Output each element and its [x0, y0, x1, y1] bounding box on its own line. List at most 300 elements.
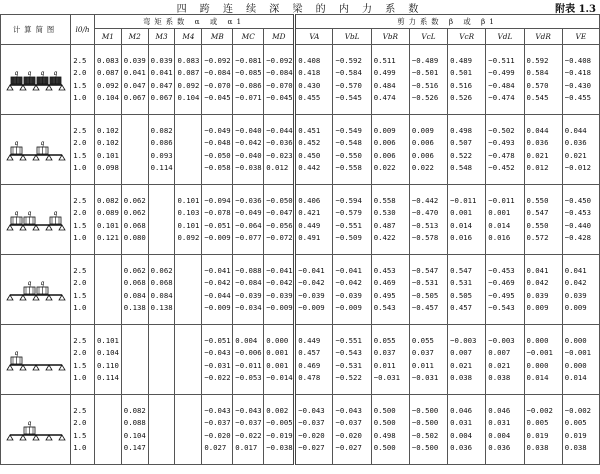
moment-value	[177, 125, 201, 138]
moment-coef-cell	[148, 395, 175, 465]
beam-diagram-svg	[6, 203, 66, 237]
moment-value: −0.039	[266, 290, 293, 300]
shear-value: −0.493	[488, 138, 515, 147]
calc-diagram-cell	[1, 395, 71, 465]
moment-value	[151, 195, 175, 208]
shear-value: 0.016	[488, 233, 511, 242]
moment-value	[124, 360, 148, 373]
shear-value: 0.449	[298, 335, 321, 345]
moment-value: 0.082	[96, 195, 119, 205]
shear-value: 0.006	[373, 138, 396, 147]
shear-value: 0.498	[373, 430, 396, 440]
shear-coef-cell	[295, 45, 333, 115]
moment-value	[97, 265, 121, 278]
shear-coef-cell	[448, 115, 486, 185]
moment-value	[97, 430, 121, 443]
table-row	[1, 45, 600, 115]
shear-value: 0.531	[450, 278, 473, 287]
ratio-value: 1.5	[73, 80, 87, 90]
shear-value: −0.009	[335, 303, 362, 312]
moment-value: −0.058	[204, 163, 231, 172]
shear-value: −0.513	[411, 220, 439, 230]
moment-value: 0.098	[96, 163, 119, 172]
moment-coef-cell	[148, 325, 175, 395]
shear-value: −0.500	[411, 405, 439, 415]
table-label: 附表 1.3	[555, 4, 596, 15]
shear-coef-cell	[409, 115, 447, 185]
shear-value: 0.022	[411, 163, 434, 172]
moment-value: 0.089	[96, 208, 119, 217]
ratio-value: 1.5	[73, 220, 87, 230]
moment-value	[151, 232, 175, 245]
shear-value: 0.501	[450, 68, 473, 77]
shear-value: −0.043	[298, 405, 325, 415]
moment-value: −0.031	[204, 360, 231, 370]
load-q-label: q	[27, 419, 31, 427]
moment-value: 0.083	[96, 55, 119, 65]
moment-value: −0.009	[204, 303, 231, 312]
shear-value: −0.418	[564, 68, 592, 77]
shear-value: −0.011	[488, 195, 515, 205]
shear-value: 0.011	[411, 360, 434, 370]
moment-col-header: M3	[148, 29, 175, 45]
moment-value: 0.093	[150, 150, 173, 160]
moment-value: 0.104	[96, 93, 119, 102]
shear-value: −0.043	[335, 405, 362, 415]
beam-diagram-svg	[6, 413, 66, 447]
shear-group-header: 剪力系数 β 或 β1	[295, 15, 600, 29]
moment-coef-cell	[94, 185, 121, 255]
moment-value: −0.044	[204, 290, 231, 300]
ratio-value: 1.0	[73, 373, 87, 382]
shear-value: −0.500	[411, 443, 439, 452]
shear-value: −0.522	[335, 373, 362, 382]
moment-value: −0.070	[204, 80, 231, 90]
moment-coef-cell	[264, 395, 295, 465]
shear-value: −0.489	[411, 55, 439, 65]
moment-value: −0.038	[235, 163, 262, 172]
shear-coef-cell	[524, 45, 562, 115]
moment-coef-cell	[202, 325, 233, 395]
shear-value: −0.578	[411, 233, 439, 242]
shear-value: 0.021	[564, 150, 587, 160]
shear-coef-cell	[333, 185, 371, 255]
shear-value: −0.499	[488, 68, 515, 77]
beam-diagram-svg	[6, 63, 66, 97]
shear-value: 0.547	[450, 265, 473, 275]
ratio-value: 1.0	[73, 233, 87, 242]
shear-value: 0.455	[298, 93, 321, 102]
load-q-label: q	[40, 69, 44, 77]
moment-value: −0.006	[235, 348, 262, 357]
shear-coef-cell	[371, 45, 409, 115]
shear-value: −0.457	[411, 303, 439, 312]
shear-value: −0.009	[298, 303, 325, 312]
shear-coef-cell	[448, 255, 486, 325]
ratio-cell	[71, 325, 95, 395]
shear-value: 0.021	[488, 360, 511, 370]
moment-value: 0.092	[177, 233, 200, 242]
moment-value: −0.009	[266, 303, 293, 312]
shear-value: 0.014	[526, 373, 549, 382]
shear-value: 0.014	[450, 220, 473, 230]
shear-col-header: VA	[295, 29, 333, 45]
moment-value	[177, 360, 201, 373]
moment-value: 0.004	[235, 335, 258, 345]
shear-value: 0.451	[298, 125, 321, 135]
ratio-value: 1.5	[73, 360, 87, 370]
moment-coef-cell	[264, 45, 295, 115]
moment-coef-cell	[121, 395, 148, 465]
table-row	[1, 115, 600, 185]
moment-coef-cell	[233, 185, 264, 255]
table-row	[1, 395, 600, 465]
shear-value: 0.500	[373, 443, 396, 452]
shear-value: −0.495	[488, 290, 515, 300]
moment-value: 0.039	[123, 55, 146, 65]
shear-value: −0.584	[335, 68, 362, 77]
moment-coef-cell	[148, 115, 175, 185]
moment-value: −0.045	[266, 93, 293, 102]
shear-coef-cell	[448, 185, 486, 255]
moment-value: −0.042	[235, 138, 262, 147]
shear-value: −0.478	[488, 150, 515, 160]
moment-coef-cell	[175, 185, 202, 255]
ratio-value: 1.0	[73, 163, 87, 172]
beam-spans-1-2-4-load-diagram	[1, 203, 70, 237]
shear-coef-cell	[486, 325, 524, 395]
shear-value: 0.000	[526, 360, 549, 370]
moment-value: −0.084	[235, 278, 262, 287]
moment-value: 0.110	[96, 360, 119, 370]
shear-value: 0.498	[450, 125, 473, 135]
moment-value: 0.041	[150, 68, 173, 77]
moment-coef-cell	[148, 185, 175, 255]
shear-value: −0.020	[335, 430, 362, 440]
moment-coef-cell	[94, 325, 121, 395]
table-row	[1, 255, 600, 325]
shear-value: −0.516	[411, 80, 439, 90]
shear-coef-cell	[562, 115, 599, 185]
moment-value: −0.092	[266, 55, 293, 65]
moment-value: 0.062	[123, 208, 146, 217]
moment-value	[97, 405, 121, 418]
shear-value: 0.489	[450, 55, 473, 65]
beam-diagram-svg	[6, 273, 66, 307]
ratio-value: 2.0	[73, 68, 87, 77]
moment-value: −0.019	[266, 430, 293, 440]
moment-value: 0.104	[96, 348, 119, 357]
shear-value: 0.469	[373, 278, 396, 287]
shear-coef-cell	[409, 45, 447, 115]
moment-value	[124, 137, 148, 150]
moment-value: 0.088	[123, 418, 146, 427]
shear-value: −0.440	[564, 220, 592, 230]
moment-value	[177, 137, 201, 150]
shear-col-header: VbL	[333, 29, 371, 45]
moment-value: 0.092	[177, 80, 200, 90]
moment-coef-cell	[121, 325, 148, 395]
moment-value: 0.101	[96, 150, 119, 160]
shear-value: 0.421	[298, 208, 321, 217]
shear-value: 0.592	[526, 55, 549, 65]
shear-coef-cell	[409, 185, 447, 255]
moment-coef-cell	[94, 115, 121, 185]
shear-coef-cell	[295, 185, 333, 255]
moment-value: 0.001	[266, 360, 289, 370]
moment-value: −0.056	[266, 220, 293, 230]
moment-group-header: 弯矩系数 α 或 α1	[94, 15, 294, 29]
shear-value: 0.450	[298, 150, 321, 160]
moment-coef-cell	[175, 325, 202, 395]
shear-coef-cell	[562, 255, 599, 325]
shear-value: 0.000	[526, 335, 549, 345]
shear-value: 0.036	[526, 138, 549, 147]
shear-value: 0.572	[526, 233, 549, 242]
shear-value: 0.406	[298, 195, 321, 205]
ratio-value: 2.0	[73, 138, 87, 147]
shear-value: 0.039	[564, 290, 587, 300]
moment-value: −0.071	[235, 93, 262, 102]
shear-coef-cell	[295, 255, 333, 325]
shear-value: −0.550	[335, 150, 362, 160]
moment-value: −0.064	[235, 220, 262, 230]
moment-value: 0.092	[96, 80, 119, 90]
beam-diagram-svg	[6, 343, 66, 377]
shear-value: 0.543	[373, 303, 396, 312]
shear-value: 0.474	[373, 93, 396, 102]
moment-value: −0.011	[235, 360, 262, 370]
moment-value: 0.068	[123, 278, 146, 287]
shear-value: 0.055	[411, 335, 434, 345]
shear-value: 0.038	[488, 373, 511, 382]
moment-value: −0.045	[204, 93, 231, 102]
moment-value	[151, 220, 175, 233]
moment-coef-cell	[264, 185, 295, 255]
shear-value: 0.469	[298, 360, 321, 370]
moment-value: −0.040	[235, 125, 262, 135]
shear-value: −0.474	[488, 93, 515, 102]
shear-coef-cell	[486, 45, 524, 115]
shear-value: 0.499	[373, 68, 396, 77]
ratio-value: 1.5	[73, 430, 87, 440]
shear-value: −0.042	[298, 278, 325, 287]
shear-value: 0.547	[526, 208, 549, 217]
moment-value: 0.086	[150, 138, 173, 147]
moment-value: −0.050	[204, 150, 231, 160]
shear-value: −0.551	[335, 335, 362, 345]
shear-value: −0.003	[450, 335, 477, 345]
shear-value: 0.511	[373, 55, 396, 65]
moment-value: −0.043	[204, 348, 231, 357]
shear-coef-cell	[524, 325, 562, 395]
ratio-value: 1.0	[73, 443, 87, 452]
load-q-label: q	[53, 209, 57, 217]
moment-value: 0.101	[96, 220, 119, 230]
moment-value	[177, 372, 201, 385]
shear-value: −0.469	[488, 278, 515, 287]
shear-coef-cell	[371, 325, 409, 395]
shear-value: −0.039	[335, 290, 362, 300]
shear-coef-cell	[448, 395, 486, 465]
beam-spans-2-3-load-diagram	[1, 273, 70, 307]
moment-value: 0.062	[123, 265, 146, 275]
shear-coef-cell	[333, 395, 371, 465]
shear-coef-cell	[562, 325, 599, 395]
moment-value	[124, 125, 148, 138]
shear-coef-cell	[409, 395, 447, 465]
shear-value: −0.453	[488, 265, 515, 275]
moment-coef-cell	[148, 45, 175, 115]
shear-coef-cell	[371, 185, 409, 255]
shear-value: −0.012	[564, 163, 592, 172]
shear-value: 0.550	[526, 195, 549, 205]
shear-value: −0.551	[335, 220, 362, 230]
moment-coef-cell	[121, 115, 148, 185]
shear-value: 0.001	[488, 208, 511, 217]
shear-coef-cell	[448, 325, 486, 395]
moment-value: −0.037	[235, 418, 262, 427]
shear-coef-cell	[295, 325, 333, 395]
moment-coef-cell	[202, 115, 233, 185]
shear-value: 0.006	[373, 150, 396, 160]
shear-coef-cell	[448, 45, 486, 115]
shear-value: 0.422	[373, 233, 396, 242]
shear-col-header: VcL	[409, 29, 447, 45]
shear-value: −0.031	[373, 373, 401, 382]
moment-value	[124, 162, 148, 175]
shear-value: 0.046	[450, 405, 473, 415]
shear-value: −0.001	[526, 348, 553, 357]
shear-value: 0.004	[450, 430, 473, 440]
calc-diagram-header: 计算简图	[1, 15, 71, 45]
shear-value: 0.430	[298, 80, 321, 90]
moment-value: −0.036	[235, 195, 262, 205]
moment-value	[97, 442, 121, 455]
shear-value: −0.558	[335, 163, 362, 172]
moment-value: 0.041	[123, 68, 146, 77]
shear-value: −0.041	[298, 265, 325, 275]
shear-coef-cell	[562, 395, 599, 465]
ratio-value: 2.5	[73, 405, 87, 415]
moment-value	[151, 405, 175, 418]
moment-value	[124, 150, 148, 163]
moment-value	[177, 150, 201, 163]
moment-value	[97, 290, 121, 303]
shear-value: −0.470	[411, 208, 439, 217]
shear-coef-cell	[524, 255, 562, 325]
shear-value: −0.037	[335, 418, 362, 427]
shear-coef-cell	[295, 395, 333, 465]
shear-value: 0.526	[450, 93, 473, 102]
shear-value: 0.046	[488, 405, 511, 415]
shear-value: −0.020	[298, 430, 325, 440]
shear-value: 0.530	[373, 208, 396, 217]
moment-col-header: M4	[175, 29, 202, 45]
ratio-value: 2.5	[73, 265, 87, 275]
moment-value: 0.087	[96, 68, 119, 77]
moment-value: −0.085	[235, 68, 262, 77]
beam-diagram-svg	[6, 133, 66, 167]
shear-value: −0.042	[335, 278, 362, 287]
moment-value: 0.068	[123, 220, 146, 230]
ratio-value: 2.0	[73, 348, 87, 357]
moment-coef-cell	[121, 255, 148, 325]
ratio-value: 2.5	[73, 195, 87, 205]
shear-value: 0.042	[526, 278, 549, 287]
moment-value: −0.049	[204, 125, 231, 135]
moment-value: −0.084	[204, 68, 231, 77]
moment-value	[124, 335, 148, 348]
moment-value: 0.087	[177, 68, 200, 77]
shear-value: −0.543	[488, 303, 515, 312]
shear-value: 0.457	[450, 303, 473, 312]
shear-value: −0.484	[488, 80, 515, 90]
moment-value: −0.044	[266, 125, 293, 135]
shear-coef-cell	[486, 185, 524, 255]
shear-value: 0.011	[373, 360, 396, 370]
shear-value: 0.037	[411, 348, 434, 357]
shear-value: −0.545	[335, 93, 362, 102]
moment-value: −0.041	[266, 265, 293, 275]
moment-value: 0.062	[123, 195, 146, 205]
moment-coef-cell	[264, 325, 295, 395]
moment-value: −0.049	[235, 208, 262, 217]
shear-value: 0.038	[450, 373, 473, 382]
shear-value: −0.452	[488, 163, 515, 172]
shear-value: 0.036	[450, 443, 473, 452]
moment-coef-cell	[121, 185, 148, 255]
shear-value: 0.478	[298, 373, 321, 382]
moment-value: 0.083	[177, 55, 200, 65]
shear-value: −0.579	[335, 208, 362, 217]
shear-value: 0.558	[373, 195, 396, 205]
moment-coef-cell	[264, 255, 295, 325]
moment-value	[177, 265, 201, 278]
moment-coef-cell	[233, 45, 264, 115]
shear-value: −0.511	[488, 55, 515, 65]
shear-value: 0.000	[564, 335, 587, 345]
shear-value: −0.031	[411, 373, 439, 382]
moment-value	[97, 302, 121, 315]
shear-value: −0.502	[411, 430, 439, 440]
moment-coef-cell	[148, 255, 175, 325]
shear-value: −0.547	[411, 265, 439, 275]
beam-full-load-diagram	[1, 63, 70, 97]
moment-coef-cell	[202, 395, 233, 465]
moment-value: 0.101	[177, 195, 200, 205]
shear-value: −0.509	[335, 233, 362, 242]
shear-col-header: VE	[562, 29, 599, 45]
moment-value	[151, 347, 175, 360]
shear-value: −0.505	[411, 290, 439, 300]
ratio-value: 1.0	[73, 303, 87, 312]
shear-value: 0.500	[373, 405, 396, 415]
moment-coef-cell	[202, 255, 233, 325]
moment-coef-cell	[202, 45, 233, 115]
moment-value: 0.000	[266, 335, 289, 345]
shear-value: −0.531	[335, 360, 362, 370]
moment-value: −0.047	[266, 208, 293, 217]
moment-value: −0.036	[266, 138, 293, 147]
shear-value: 0.016	[450, 233, 473, 242]
table-body	[1, 45, 600, 465]
moment-value: 0.114	[96, 373, 119, 382]
shear-coef-cell	[409, 255, 447, 325]
shear-value: 0.408	[298, 55, 321, 65]
shear-value: 0.418	[298, 68, 321, 77]
table-title-bar	[0, 0, 600, 13]
